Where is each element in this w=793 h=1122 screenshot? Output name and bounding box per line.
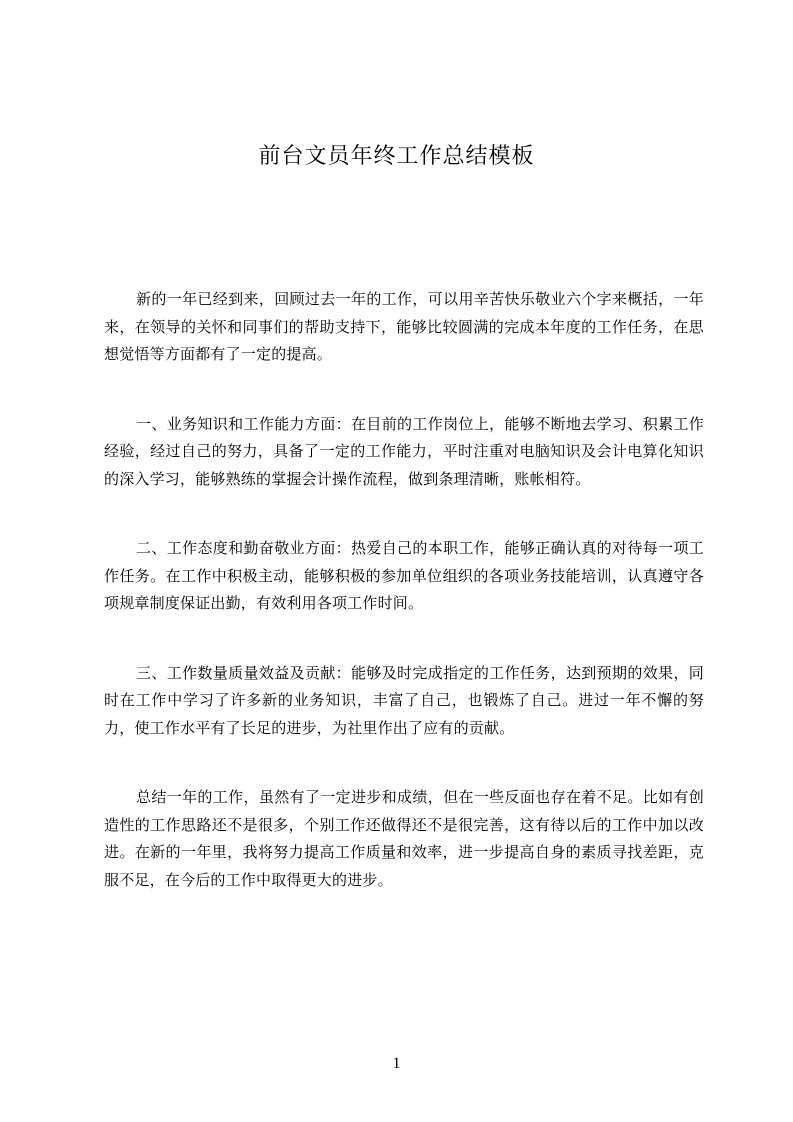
- paragraph-intro: 新的一年已经到来，回顾过去一年的工作，可以用辛苦快乐敬业六个字来概括，一年来，在领导的关怀和同事们的帮助支持下，能够比较圆满的完成本年度的工作任务，在思想觉悟等方面都有了一定的提高。: [104, 290, 704, 363]
- page-number: 1: [392, 1055, 401, 1072]
- paragraph-work-attitude: 二、工作态度和勤奋敬业方面：热爱自己的本职工作，能够正确认真的对待每一项工作任务。在工作中积极主动，能够积极的参加单位组织的各项业务技能培训，认真遵守各项规章制度保证出勤，有效利用各项工作时间。: [104, 539, 704, 612]
- paragraph-work-contribution: 三、工作数量质量效益及贡献：能够及时完成指定的工作任务，达到预期的效果，同时在工作中学习了许多新的业务知识，丰富了自己，也锻炼了自己。进过一年不懈的努力，使工作水平有了长足的进步，为社里作出了应有的贡献。: [104, 663, 704, 737]
- paragraph-business-knowledge: 一、业务知识和工作能力方面：在目前的工作岗位上，能够不断地去学习、积累工作经验，经过自己的努力，具备了一定的工作能力，平时注重对电脑知识及会计电算化知识的深入学习，能够熟练的掌握会计操作流程，做到条理清晰，账帐相符。: [104, 414, 704, 488]
- paragraph-summary: 总结一年的工作，虽然有了一定进步和成绩，但在一些反面也存在着不足。比如有创造性的工作思路还不是很多，个别工作还做得还不是很完善，这有待以后的工作中加以改进。在新的一年里，我将努力提高工作质量和效率，进一步提高自身的素质寻找差距，克服不足，在今后的工作中取得更大的进步。: [104, 788, 704, 889]
- document-body: [104, 286, 704, 936]
- document-title: 前台文员年终工作总结模板: [258, 144, 535, 169]
